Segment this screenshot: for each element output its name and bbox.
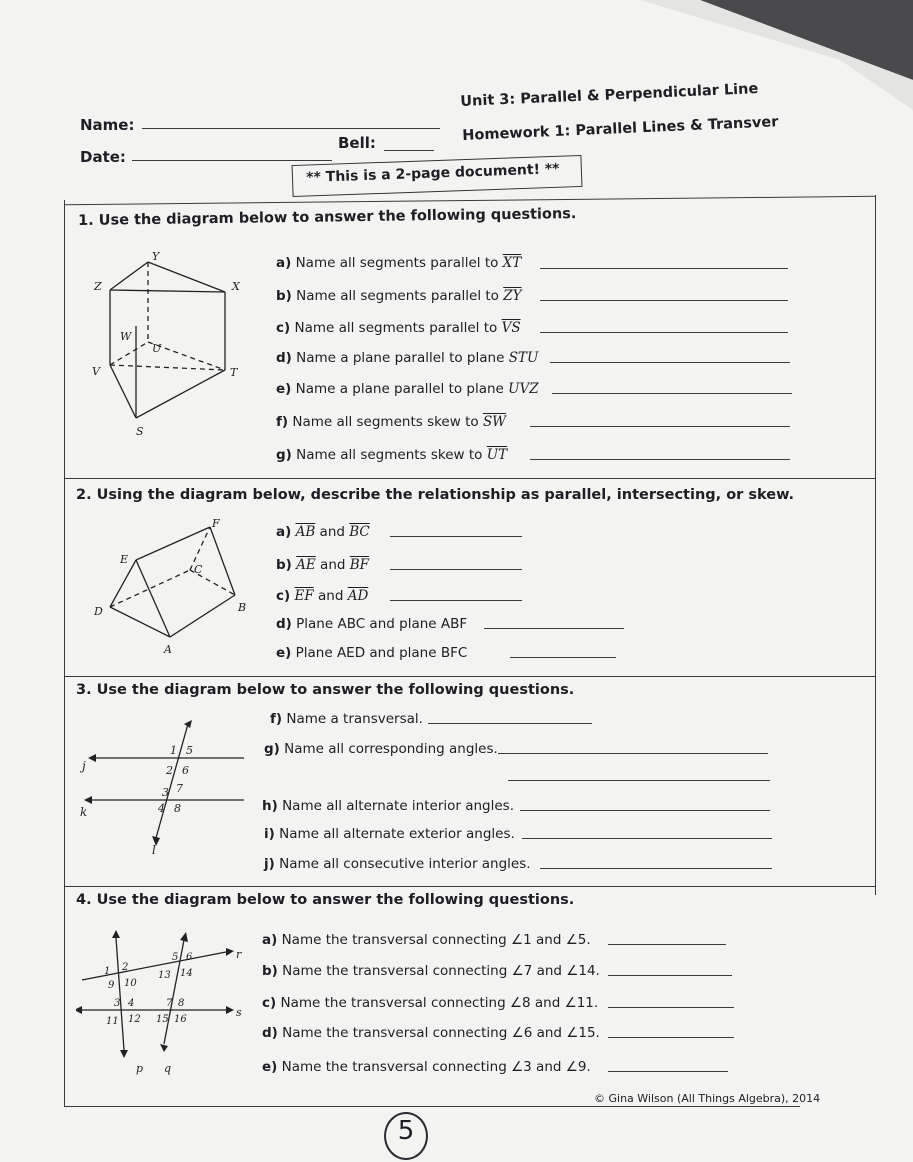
label-F: F [212, 517, 220, 530]
q4-item-e: e) Name the transversal connecting ∠3 and ∠9. [262, 1059, 591, 1075]
q3-g-answer-1[interactable] [498, 753, 768, 754]
label-r: r [236, 948, 242, 961]
q3-f-answer[interactable] [428, 723, 592, 724]
q4-a-answer[interactable] [608, 944, 726, 945]
angle-16: 16 [174, 1014, 187, 1025]
label-k: k [80, 805, 88, 819]
q2-prism-diagram [90, 515, 260, 655]
q1-item-a: a) Name all segments parallel to $\overline{XT}$ [276, 255, 522, 271]
two-page-notice-text: ** This is a 2-page document! ** [306, 161, 560, 186]
q2-e-answer[interactable] [510, 657, 616, 658]
divider-bottom [64, 1106, 800, 1107]
q1-item-b: b) Name all segments parallel to $\overline{ZY}$ [276, 288, 522, 304]
q1-g-answer[interactable] [530, 459, 790, 460]
angle-2: 2 [166, 764, 173, 777]
q2-item-c: c) $\overline{EF}$ and $\overline{AD}$ [276, 588, 369, 604]
label-B: B [238, 601, 247, 614]
q2-title: 2. Using the diagram below, describe the relationship as parallel, intersecting, or skew. [76, 487, 795, 503]
q1-c-answer[interactable] [540, 332, 788, 333]
q3-item-g: g) Name all corresponding angles. [264, 741, 498, 757]
angle-9: 9 [108, 980, 115, 991]
q4-transversals-diagram [76, 930, 256, 1080]
label-D: D [94, 605, 103, 618]
date-label: Date: [80, 148, 126, 166]
q3-i-answer[interactable] [522, 838, 772, 839]
angle-12: 12 [128, 1014, 141, 1025]
q2-item-d: d) Plane ABC and plane ABF [276, 616, 468, 632]
page-number: 5 [397, 1116, 415, 1146]
label-E: E [120, 553, 129, 566]
q3-item-i: i) Name all alternate exterior angles. [264, 826, 515, 842]
q1-a-answer[interactable] [540, 268, 788, 269]
q3-item-f: f) Name a transversal. [270, 711, 423, 727]
angle-3: 3 [114, 998, 121, 1009]
q4-d-answer[interactable] [608, 1037, 734, 1038]
angle-3: 3 [162, 786, 169, 799]
angle-7: 7 [166, 998, 173, 1009]
q4-item-b: b) Name the transversal connecting ∠7 and ∠14. [262, 963, 600, 979]
q4-item-c: c) Name the transversal connecting ∠8 and ∠11. [262, 995, 599, 1011]
angle-8: 8 [174, 802, 181, 815]
copyright-text: © Gina Wilson (All Things Algebra), 2014 [594, 1092, 821, 1105]
q1-item-d: d) Name a plane parallel to plane STU [276, 350, 539, 366]
divider-q3 [64, 676, 876, 677]
angle-1: 1 [104, 966, 111, 977]
q1-d-answer[interactable] [550, 362, 790, 363]
q1-item-c: c) Name all segments parallel to $\overline{VS}$ [276, 320, 521, 336]
border-right [875, 195, 876, 895]
q3-item-h: h) Name all alternate interior angles. [262, 798, 515, 814]
q2-item-e: e) Plane AED and plane BFC [276, 645, 468, 661]
q4-title: 4. Use the diagram below to answer the following questions. [76, 892, 575, 908]
label-W: W [120, 330, 132, 343]
q3-title: 3. Use the diagram below to answer the following questions. [76, 682, 575, 698]
label-U: U [152, 342, 162, 355]
unit-title: Unit 3: Parallel & Perpendicular Line [460, 80, 759, 110]
q3-g-answer-2[interactable] [508, 780, 770, 781]
q3-item-j: j) Name all consecutive interior angles. [264, 856, 531, 872]
q2-b-answer[interactable] [390, 569, 522, 570]
divider-q4 [64, 886, 876, 887]
bell-label: Bell: [338, 134, 376, 152]
label-A: A [164, 643, 172, 655]
angle-8: 8 [178, 998, 185, 1009]
angle-1: 1 [170, 744, 177, 757]
q1-item-e: e) Name a plane parallel to plane UVZ [276, 381, 539, 397]
label-Y: Y [152, 250, 160, 263]
q2-c-answer[interactable] [390, 600, 522, 601]
q1-prism-diagram [80, 250, 270, 450]
label-C: C [194, 563, 203, 576]
angle-5: 5 [186, 744, 193, 757]
date-blank[interactable] [132, 160, 332, 161]
angle-14: 14 [180, 968, 193, 979]
q2-item-b: b) $\overline{AE}$ and $\overline{BF}$ [276, 557, 370, 573]
angle-7: 7 [176, 782, 183, 795]
q1-item-f: f) Name all segments skew to $\overline{SW}$ [276, 414, 507, 430]
border-left [64, 200, 65, 1106]
q1-b-answer[interactable] [540, 300, 788, 301]
q4-item-a: a) Name the transversal connecting ∠1 and ∠5. [262, 932, 591, 948]
label-j: j [82, 759, 86, 773]
label-l: l [152, 843, 156, 857]
q4-c-answer[interactable] [608, 1007, 734, 1008]
q2-a-answer[interactable] [390, 536, 522, 537]
q2-d-answer[interactable] [484, 628, 624, 629]
bell-blank[interactable] [384, 150, 434, 151]
name-blank[interactable] [142, 128, 440, 129]
label-Z: Z [94, 280, 102, 293]
q1-item-g: g) Name all segments skew to $\overline{UT}$ [276, 447, 508, 463]
label-X: X [232, 280, 240, 293]
name-label: Name: [80, 116, 135, 134]
angle-4: 4 [158, 802, 165, 815]
q4-e-answer[interactable] [608, 1071, 728, 1072]
angle-4: 4 [128, 998, 135, 1009]
angle-6: 6 [182, 764, 189, 777]
q2-item-a: a) $\overline{AB}$ and $\overline{BC}$ [276, 524, 370, 540]
angle-15: 15 [156, 1014, 169, 1025]
q3-j-answer[interactable] [540, 868, 772, 869]
q3-transversal-diagram [76, 720, 256, 860]
homework-title: Homework 1: Parallel Lines & Transver [462, 114, 779, 144]
angle-11: 11 [106, 1016, 119, 1027]
label-s: s [236, 1006, 242, 1019]
label-T: T [230, 366, 238, 379]
q1-title: 1. Use the diagram below to answer the following questions. [78, 206, 577, 229]
angle-10: 10 [124, 978, 137, 989]
q1-f-answer[interactable] [530, 426, 790, 427]
label-p: p [136, 1062, 144, 1075]
label-V: V [92, 365, 100, 378]
divider-q2 [64, 478, 876, 479]
angle-6: 6 [186, 952, 193, 963]
angle-2: 2 [122, 962, 129, 973]
label-q: q [164, 1062, 172, 1075]
q4-item-d: d) Name the transversal connecting ∠6 and ∠15. [262, 1025, 600, 1041]
label-S: S [136, 425, 144, 438]
q3-h-answer[interactable] [520, 810, 770, 811]
q4-b-answer[interactable] [608, 975, 732, 976]
q1-e-answer[interactable] [552, 393, 792, 394]
angle-5: 5 [172, 952, 179, 963]
angle-13: 13 [158, 970, 171, 981]
